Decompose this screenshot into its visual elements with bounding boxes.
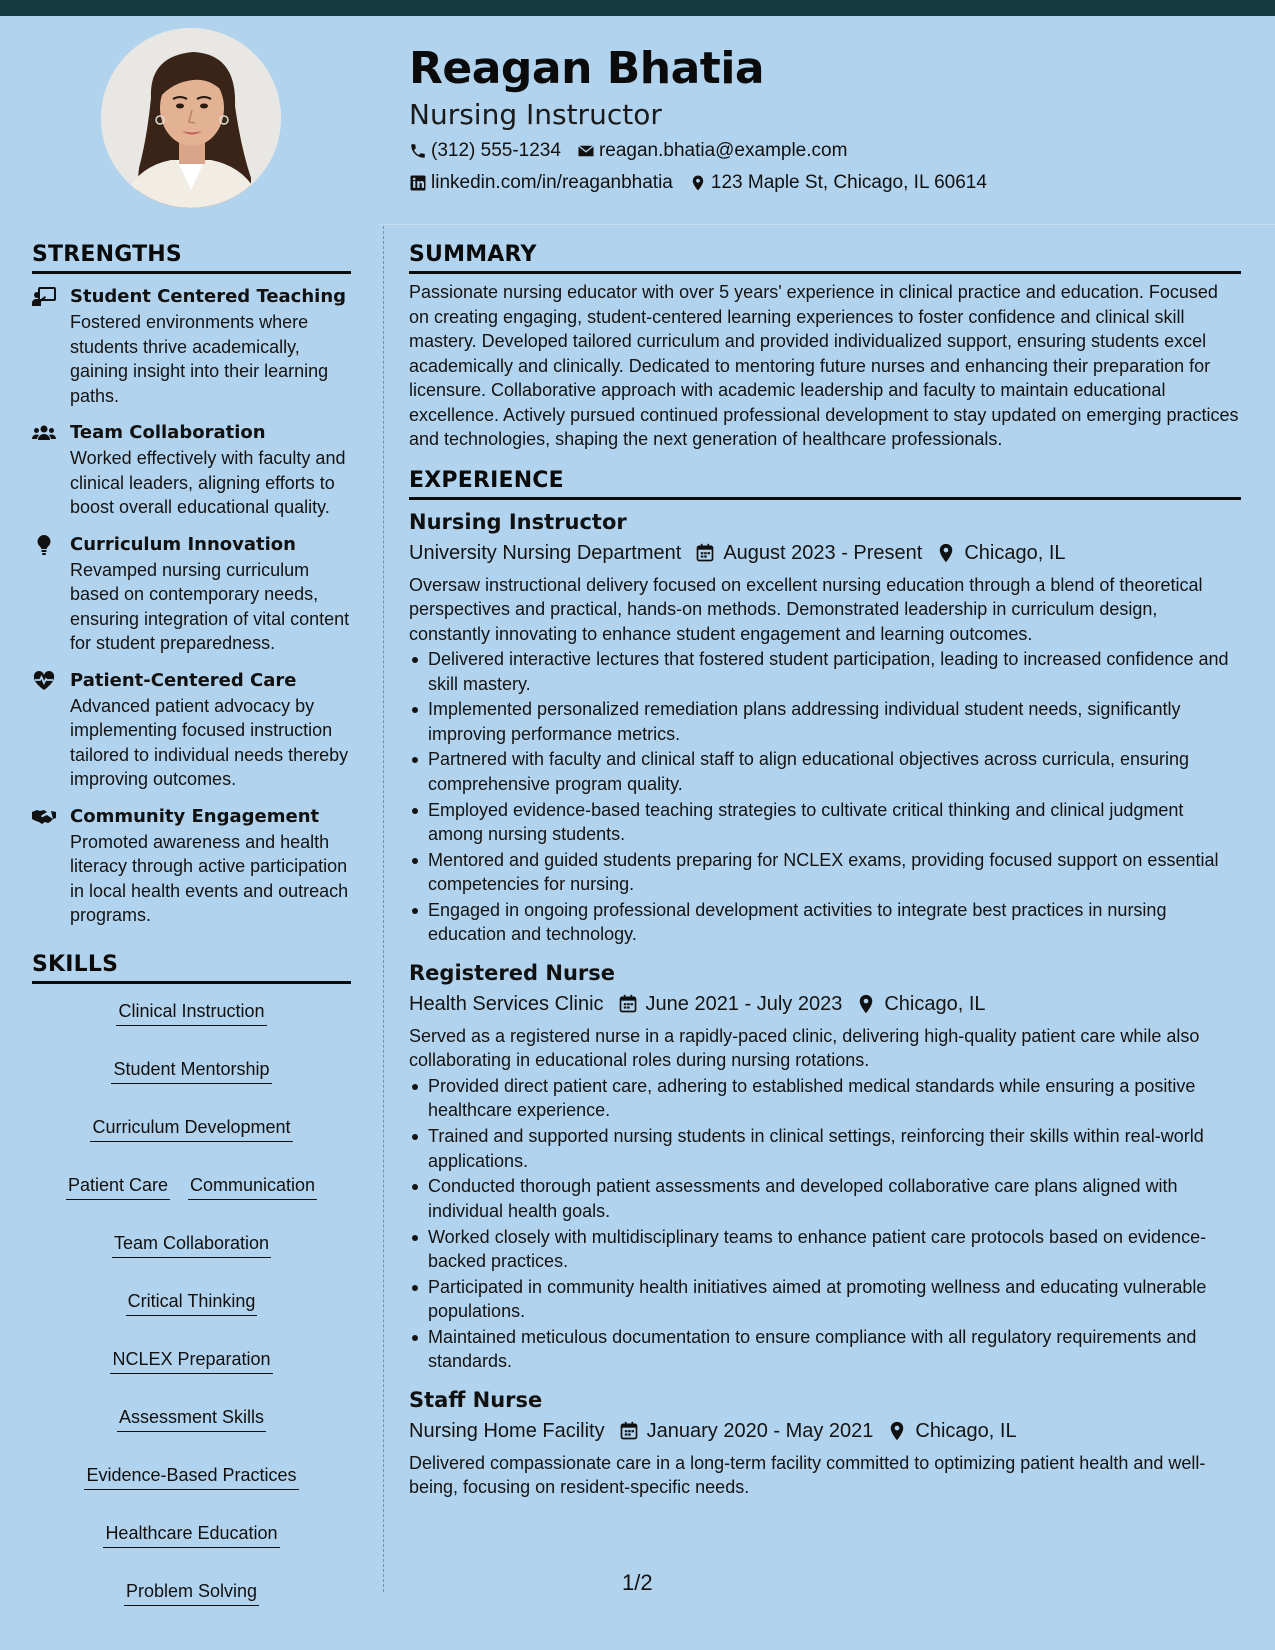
summary-text: Passionate nursing educator with over 5 years' experience in clinical practice and education. Focused on creating engaging, student-centered learning experiences to foster confidence and clinical skill mastery. Developed tailored curriculum and provided individualized support, ensuring students excel academically and clinically. Dedicated to mentoring future nurses and enhancing their preparation for licensure. Collaborative approach with academic leadership and faculty to maintain educational excellence. Actively pursued continued professional development to stay updated on emerging practices and technologies, shaping the next generation of healthcare professionals. [409, 282, 1239, 449]
job-entry [409, 1386, 1241, 1500]
job-description: Oversaw instructional delivery focused on excellent nursing education through a blend of theoretical perspectives and practical, hands-on methods. Demonstrated leadership in curriculum design, constantly innovating to enhance student engagement and learning outcomes. [409, 574, 1203, 644]
strength-item [32, 668, 351, 792]
strength-title: Patient-Centered Care [70, 669, 297, 691]
job-bullet: Employed evidence-based teaching strategies to cultivate critical thinking and clinical judgment among nursing students. [409, 798, 1241, 847]
job-title: Staff Nurse [409, 1387, 543, 1412]
job-meta [409, 1417, 1241, 1445]
skill-tag: Curriculum Development [90, 1114, 292, 1142]
job-bullet: Partnered with faculty and clinical staff to align educational objectives across curricula, ensuring comprehensive program quality. [409, 747, 1241, 796]
handshake-icon [32, 807, 56, 827]
calendar-icon [618, 994, 638, 1014]
job-bullet: Provided direct patient care, adhering to established medical standards while ensuring a positive healthcare experience. [409, 1074, 1241, 1123]
map-pin-icon [689, 174, 707, 192]
strength-desc: Worked effectively with faculty and clinical leaders, aligning efforts to boost overall educational quality. [70, 448, 346, 517]
job-dates: January 2020 - May 2021 [646, 1419, 874, 1442]
skills-list [32, 998, 351, 1606]
job-description: Delivered compassionate care in a long-term facility committed to optimizing patient health and well-being, focusing on resident-specific needs. [409, 1452, 1206, 1498]
contact-row-1 [409, 138, 1229, 164]
strength-item [32, 420, 351, 520]
skill-tag: Student Mentorship [111, 1056, 271, 1084]
heart-pulse-icon [32, 671, 56, 691]
resume-header [409, 40, 1229, 196]
skill-tag: NCLEX Preparation [110, 1346, 272, 1374]
skill-tag: Communication [188, 1172, 317, 1200]
strength-desc: Fostered environments where students thrive academically, gaining insight into their learning paths. [70, 312, 329, 406]
address-text: 123 Maple St, Chicago, IL 60614 [710, 172, 987, 193]
job-bullet: Trained and supported nursing students in clinical settings, reinforcing their skills within real-world applications. [409, 1124, 1241, 1173]
job-bullet: Mentored and guided students preparing for NCLEX exams, providing focused support on essential competencies for nursing. [409, 848, 1241, 897]
strength-title: Community Engagement [70, 805, 320, 827]
job-location: Chicago, IL [915, 1419, 1017, 1442]
job-bullet: Conducted thorough patient assessments and developed collaborative care plans aligned with individual health goals. [409, 1174, 1241, 1223]
job-description: Served as a registered nurse in a rapidly-paced clinic, delivering high-quality patient care while also collaborating in educational roles during nursing rotations. [409, 1025, 1200, 1071]
job-org: Nursing Home Facility [409, 1419, 605, 1442]
job-bullet: Worked closely with multidisciplinary teams to enhance patient care protocols based on evidence-backed practices. [409, 1225, 1241, 1274]
calendar-icon [695, 543, 715, 563]
job-bullets [409, 647, 1241, 947]
job-dates: August 2023 - Present [723, 541, 923, 564]
email-text[interactable]: reagan.bhatia@example.com [598, 140, 848, 161]
linkedin-contact [409, 170, 673, 196]
left-column [32, 240, 351, 1606]
map-pin-icon [856, 994, 876, 1014]
strength-title: Team Collaboration [70, 422, 266, 443]
strength-item [32, 804, 351, 928]
candidate-name: Reagan Bhatia [409, 43, 765, 94]
map-pin-icon [936, 543, 956, 563]
strength-item [32, 284, 351, 408]
teacher-board-icon [32, 287, 56, 307]
job-location: Chicago, IL [964, 541, 1066, 564]
right-column [409, 240, 1241, 1500]
skill-tag: Evidence-Based Practices [84, 1462, 298, 1490]
summary-heading: SUMMARY [409, 240, 1241, 274]
skills-heading: SKILLS [32, 950, 351, 984]
phone-text[interactable]: (312) 555-1234 [431, 140, 561, 161]
linkedin-text[interactable]: linkedin.com/in/reaganbhatia [431, 172, 673, 193]
top-accent-bar [0, 0, 1275, 16]
job-bullet: Implemented personalized remediation plans addressing individual student needs, significantly improving performance metrics. [409, 697, 1241, 746]
column-divider [383, 226, 384, 1592]
strength-title: Curriculum Innovation [70, 533, 296, 555]
skill-tag: Problem Solving [124, 1578, 259, 1606]
skill-tag: Team Collaboration [112, 1230, 271, 1258]
job-org: Health Services Clinic [409, 992, 604, 1015]
job-entry [409, 959, 1241, 1374]
linkedin-icon [409, 174, 427, 192]
strength-desc: Promoted awareness and health literacy through active participation in local health events and outreach programs. [70, 831, 349, 925]
profile-photo [101, 28, 281, 208]
email-contact [577, 138, 847, 164]
job-bullet: Participated in community health initiatives aimed at promoting wellness and educating vulnerable populations. [409, 1275, 1241, 1324]
skill-tag: Critical Thinking [126, 1288, 258, 1316]
job-location: Chicago, IL [884, 992, 986, 1015]
users-icon [32, 423, 56, 443]
skill-tag: Clinical Instruction [116, 998, 266, 1026]
skill-tag: Patient Care [66, 1172, 170, 1200]
calendar-icon [619, 1421, 639, 1441]
job-dates: June 2021 - July 2023 [645, 992, 843, 1015]
job-meta [409, 539, 1241, 567]
phone-contact [409, 138, 561, 164]
page-number: 1/2 [622, 1570, 653, 1595]
job-bullet: Engaged in ongoing professional development activities to integrate best practices in nursing education and technology. [409, 898, 1241, 947]
lightbulb-icon [32, 535, 56, 555]
strength-desc: Revamped nursing curriculum based on contemporary needs, ensuring integration of vital content for student preparedness. [70, 559, 350, 653]
job-bullet: Maintained meticulous documentation to ensure compliance with all regulatory requirements and standards. [409, 1325, 1241, 1374]
job-title: Registered Nurse [409, 960, 615, 985]
strengths-heading: STRENGTHS [32, 240, 351, 274]
strength-item [32, 532, 351, 656]
job-meta [409, 990, 1241, 1018]
job-entry [409, 508, 1241, 947]
strength-title: Student Centered Teaching [70, 286, 347, 307]
skill-tag: Healthcare Education [103, 1520, 279, 1548]
skill-tag: Assessment Skills [117, 1404, 266, 1432]
experience-heading: EXPERIENCE [409, 466, 1241, 500]
contact-row-2 [409, 170, 1229, 196]
job-bullets [409, 1074, 1241, 1374]
job-title: Nursing Instructor [409, 509, 627, 534]
job-bullet: Delivered interactive lectures that fostered student participation, leading to increased confidence and skill mastery. [409, 647, 1241, 696]
envelope-icon [577, 142, 595, 160]
phone-icon [409, 142, 427, 160]
map-pin-icon [887, 1421, 907, 1441]
candidate-role: Nursing Instructor [409, 98, 662, 131]
strength-desc: Advanced patient advocacy by implementing focused instruction tailored to individual needs thereby improving outcomes. [70, 695, 349, 789]
job-org: University Nursing Department [409, 541, 682, 564]
strengths-list [32, 284, 351, 928]
address-contact [689, 170, 987, 196]
header-divider [380, 224, 1275, 225]
